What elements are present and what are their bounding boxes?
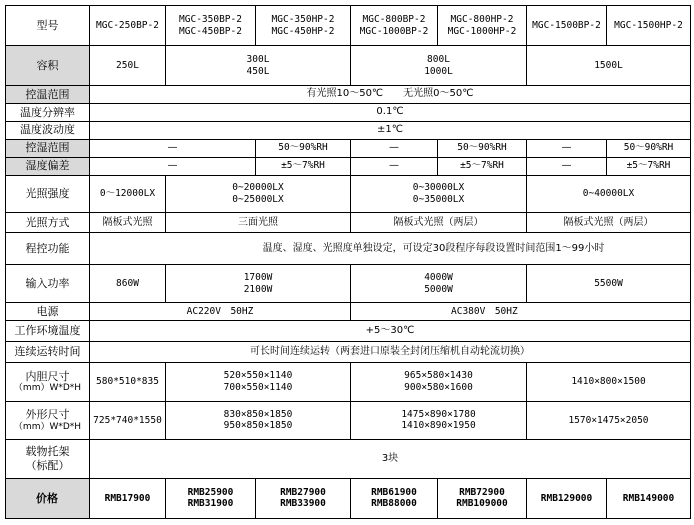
temp-fluctuation-row xyxy=(6,121,691,139)
shelf-label: 载物托架 （标配） xyxy=(6,439,90,478)
model-800-1000bp: MGC-800BP-2 MGC-1000BP-2 xyxy=(351,6,438,46)
inner-size-label: 内胆尺寸 （mm）W*D*H xyxy=(6,363,90,402)
power-supply-b: AC380V 50HZ xyxy=(351,303,691,321)
inner-size-row xyxy=(6,363,691,402)
price-1500bp: RMB129000 xyxy=(527,478,607,518)
humidity-range-row xyxy=(6,139,691,157)
price-label: 价格 xyxy=(6,478,90,518)
program-row xyxy=(6,233,691,265)
outer-size-g1: 725*740*1550 xyxy=(90,402,166,440)
model-350-450bp: MGC-350BP-2 MGC-450BP-2 xyxy=(166,6,256,46)
temp-resolution-label: 温度分辨率 xyxy=(6,103,90,121)
light-mode-label: 光照方式 xyxy=(6,213,90,233)
light-intensity-g3: 0~30000LX 0~35000LX xyxy=(351,175,527,213)
light-intensity-g1: 0～12000LX xyxy=(90,175,166,213)
power-supply-label: 电源 xyxy=(6,303,90,321)
shelf-row xyxy=(6,439,691,478)
model-800-1000hp: MGC-800HP-2 MGC-1000HP-2 xyxy=(438,6,527,46)
price-350-450hp: RMB27900 RMB33900 xyxy=(256,478,351,518)
power-input-g2: 1700W 2100W xyxy=(166,265,351,303)
temp-resolution-value: 0.1℃ xyxy=(90,103,691,121)
humidity-deviation-g2: ±5～7%RH xyxy=(256,157,351,175)
power-input-row xyxy=(6,265,691,303)
light-mode-row xyxy=(6,213,691,233)
light-mode-g3: 隔板式光照（两层） xyxy=(351,213,527,233)
env-temp-value: +5～30℃ xyxy=(90,320,691,341)
model-label: 型号 xyxy=(6,6,90,46)
model-350-450hp: MGC-350HP-2 MGC-450HP-2 xyxy=(256,6,351,46)
humidity-range-g2: 50～90%RH xyxy=(256,139,351,157)
price-350-450bp: RMB25900 RMB31900 xyxy=(166,478,256,518)
inner-size-g3: 965×580×1430 900×580×1600 xyxy=(351,363,527,402)
temp-fluctuation-label: 温度波动度 xyxy=(6,121,90,139)
price-800-1000bp: RMB61900 RMB88000 xyxy=(351,478,438,518)
temp-fluctuation-value: ±1℃ xyxy=(90,121,691,139)
model-1500bp: MGC-1500BP-2 xyxy=(527,6,607,46)
volume-g2: 300L 450L xyxy=(166,46,351,86)
volume-label: 容积 xyxy=(6,46,90,86)
volume-g4: 1500L xyxy=(527,46,691,86)
outer-size-g2: 830×850×1850 950×850×1850 xyxy=(166,402,351,440)
inner-size-g4: 1410×800×1500 xyxy=(527,363,691,402)
power-input-label: 输入功率 xyxy=(6,265,90,303)
price-800-1000hp: RMB72900 RMB109000 xyxy=(438,478,527,518)
power-supply-a: AC220V 50HZ xyxy=(90,303,351,321)
humidity-range-g4: 50～90%RH xyxy=(438,139,527,157)
humidity-range-label: 控湿范围 xyxy=(6,139,90,157)
spec-table xyxy=(5,5,691,519)
outer-size-label: 外形尺寸 （mm）W*D*H xyxy=(6,402,90,440)
volume-row xyxy=(6,46,691,86)
outer-size-g3: 1475×890×1780 1410×890×1950 xyxy=(351,402,527,440)
env-temp-label: 工作环境温度 xyxy=(6,320,90,341)
temp-range-label: 控温范围 xyxy=(6,86,90,104)
price-1500hp: RMB149000 xyxy=(607,478,691,518)
price-row xyxy=(6,478,691,518)
humidity-deviation-g1: — xyxy=(90,157,256,175)
humidity-deviation-g5: — xyxy=(527,157,607,175)
model-250bp: MGC-250BP-2 xyxy=(90,6,166,46)
temp-range-value: 有光照10～50℃ 无光照0～50℃ xyxy=(90,86,691,104)
price-250bp: RMB17900 xyxy=(90,478,166,518)
power-input-g1: 860W xyxy=(90,265,166,303)
outer-size-row xyxy=(6,402,691,440)
inner-size-g1: 580*510*835 xyxy=(90,363,166,402)
continuous-label: 连续运转时间 xyxy=(6,341,90,362)
power-input-g3: 4000W 5000W xyxy=(351,265,527,303)
temp-resolution-row xyxy=(6,103,691,121)
power-input-g4: 5500W xyxy=(527,265,691,303)
volume-g3: 800L 1000L xyxy=(351,46,527,86)
humidity-range-g3: — xyxy=(351,139,438,157)
light-mode-g1: 隔板式光照 xyxy=(90,213,166,233)
humidity-deviation-g6: ±5～7%RH xyxy=(607,157,691,175)
program-label: 程控功能 xyxy=(6,233,90,265)
inner-size-g2: 520×550×1140 700×550×1140 xyxy=(166,363,351,402)
humidity-deviation-label: 湿度偏差 xyxy=(6,157,90,175)
temp-range-row xyxy=(6,86,691,104)
volume-g1: 250L xyxy=(90,46,166,86)
light-intensity-g4: 0~40000LX xyxy=(527,175,691,213)
env-temp-row xyxy=(6,320,691,341)
outer-size-g4: 1570×1475×2050 xyxy=(527,402,691,440)
light-mode-g2: 三面光照 xyxy=(166,213,351,233)
humidity-range-g6: 50～90%RH xyxy=(607,139,691,157)
light-mode-g4: 隔板式光照（两层） xyxy=(527,213,691,233)
program-value: 温度、湿度、光照度单独设定，可设定30段程序每段设置时间范围1～99小时 xyxy=(90,233,691,265)
continuous-row xyxy=(6,341,691,362)
light-intensity-label: 光照强度 xyxy=(6,175,90,213)
power-supply-row xyxy=(6,303,691,321)
humidity-deviation-row xyxy=(6,157,691,175)
light-intensity-row xyxy=(6,175,691,213)
humidity-deviation-g3: — xyxy=(351,157,438,175)
humidity-range-g5: — xyxy=(527,139,607,157)
header-row xyxy=(6,6,691,46)
model-1500hp: MGC-1500HP-2 xyxy=(607,6,691,46)
humidity-deviation-g4: ±5～7%RH xyxy=(438,157,527,175)
shelf-value: 3块 xyxy=(90,439,691,478)
continuous-value: 可长时间连续运转（两套进口原装全封闭压缩机自动轮流切换） xyxy=(90,341,691,362)
light-intensity-g2: 0~20000LX 0~25000LX xyxy=(166,175,351,213)
humidity-range-g1: — xyxy=(90,139,256,157)
